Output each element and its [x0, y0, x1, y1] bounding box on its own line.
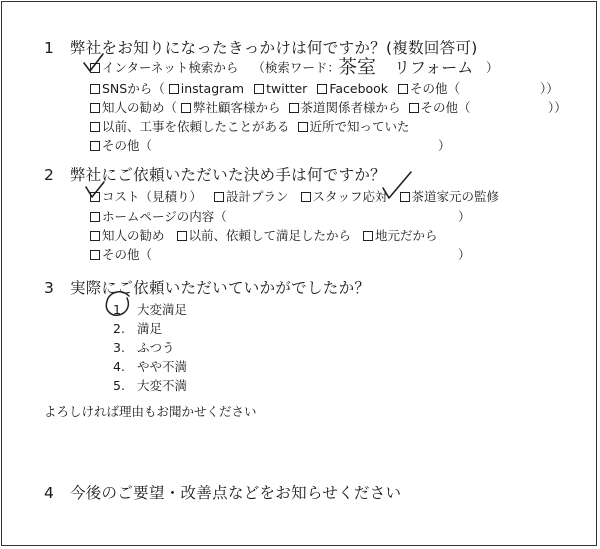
opt-customer: 弊社顧客様から: [193, 100, 281, 115]
acquaintance-close: ））: [548, 100, 567, 115]
rating-number: 2.: [113, 321, 125, 336]
rating-label: 満足: [136, 321, 162, 336]
question-2-title: 2 弊社にご依頼いただいた決め手は何ですか？: [44, 166, 386, 184]
handwritten-keyword-2: リフォーム: [394, 58, 474, 77]
opt-previous-work: 以前、工事を依頼したことがある: [102, 119, 290, 134]
opt-sns-other: その他（: [410, 81, 461, 96]
opt-facebook: Facebook: [329, 81, 389, 96]
opt-satisfied-before: 以前、依頼して満足したから: [188, 228, 352, 243]
opt-local: 地元だから: [375, 228, 438, 243]
opt-homepage: ホームページの内容（: [102, 209, 227, 224]
rating-number: 5.: [113, 378, 125, 393]
checkmark-tea-master: [383, 172, 411, 198]
opt-design-plan: 設計プラン: [226, 189, 289, 204]
sns-close: ））: [540, 81, 559, 96]
opt-neighborhood: 近所で知っていた: [309, 119, 410, 134]
q2-other-close: ）: [458, 247, 471, 262]
rating-label: やや不満: [136, 359, 187, 374]
opt-internet-search: インターネット検索から: [102, 60, 239, 75]
circle-mark-rating-1: [106, 292, 129, 315]
opt-q1-other: その他（: [102, 138, 153, 153]
rating-label: ふつう: [136, 340, 175, 355]
rating-number: 1.: [113, 302, 125, 317]
reason-prompt: よろしければ理由もお聞かせください: [44, 404, 257, 419]
q1-other-close: ）: [438, 138, 451, 153]
question-1-title: 1 弊社をお知りになったきっかけは何ですか？(複数回答可): [44, 39, 478, 57]
opt-sns: SNSから（: [102, 81, 165, 96]
rating-label: 大変満足: [136, 302, 187, 317]
rating-number: 3.: [113, 340, 125, 355]
rating-number: 4.: [113, 359, 125, 374]
handwritten-keyword-1: 茶室: [338, 56, 377, 78]
opt-acquaintance: 知人の勧め（: [102, 100, 178, 115]
opt-acquaintance-other: その他（: [420, 100, 471, 115]
opt-q2-acquaintance: 知人の勧め: [102, 228, 165, 243]
question-4-title: 4 今後のご要望・改善点などをお知らせください: [44, 484, 402, 502]
rating-label: 大変不満: [136, 378, 187, 393]
checkmark-cost: [86, 182, 104, 197]
opt-tea-ceremony-associates: 茶道関係者様から: [300, 100, 401, 115]
opt-staff: スタッフ応対: [312, 189, 388, 204]
opt-cost: コスト（見積り）: [102, 189, 203, 204]
opt-q2-other: その他（: [102, 247, 153, 262]
keyword-close: ）: [486, 60, 499, 75]
keyword-label: （検索ワード：: [252, 60, 340, 75]
question-3-title: 3 実際にご依頼いただいていかがでしたか？: [44, 279, 371, 297]
homepage-close: ）: [458, 209, 471, 224]
opt-tea-master: 茶道家元の監修: [411, 189, 500, 204]
checkmark-internet-search: [84, 54, 103, 71]
opt-instagram: instagram: [180, 81, 245, 96]
opt-twitter: twitter: [266, 81, 308, 96]
